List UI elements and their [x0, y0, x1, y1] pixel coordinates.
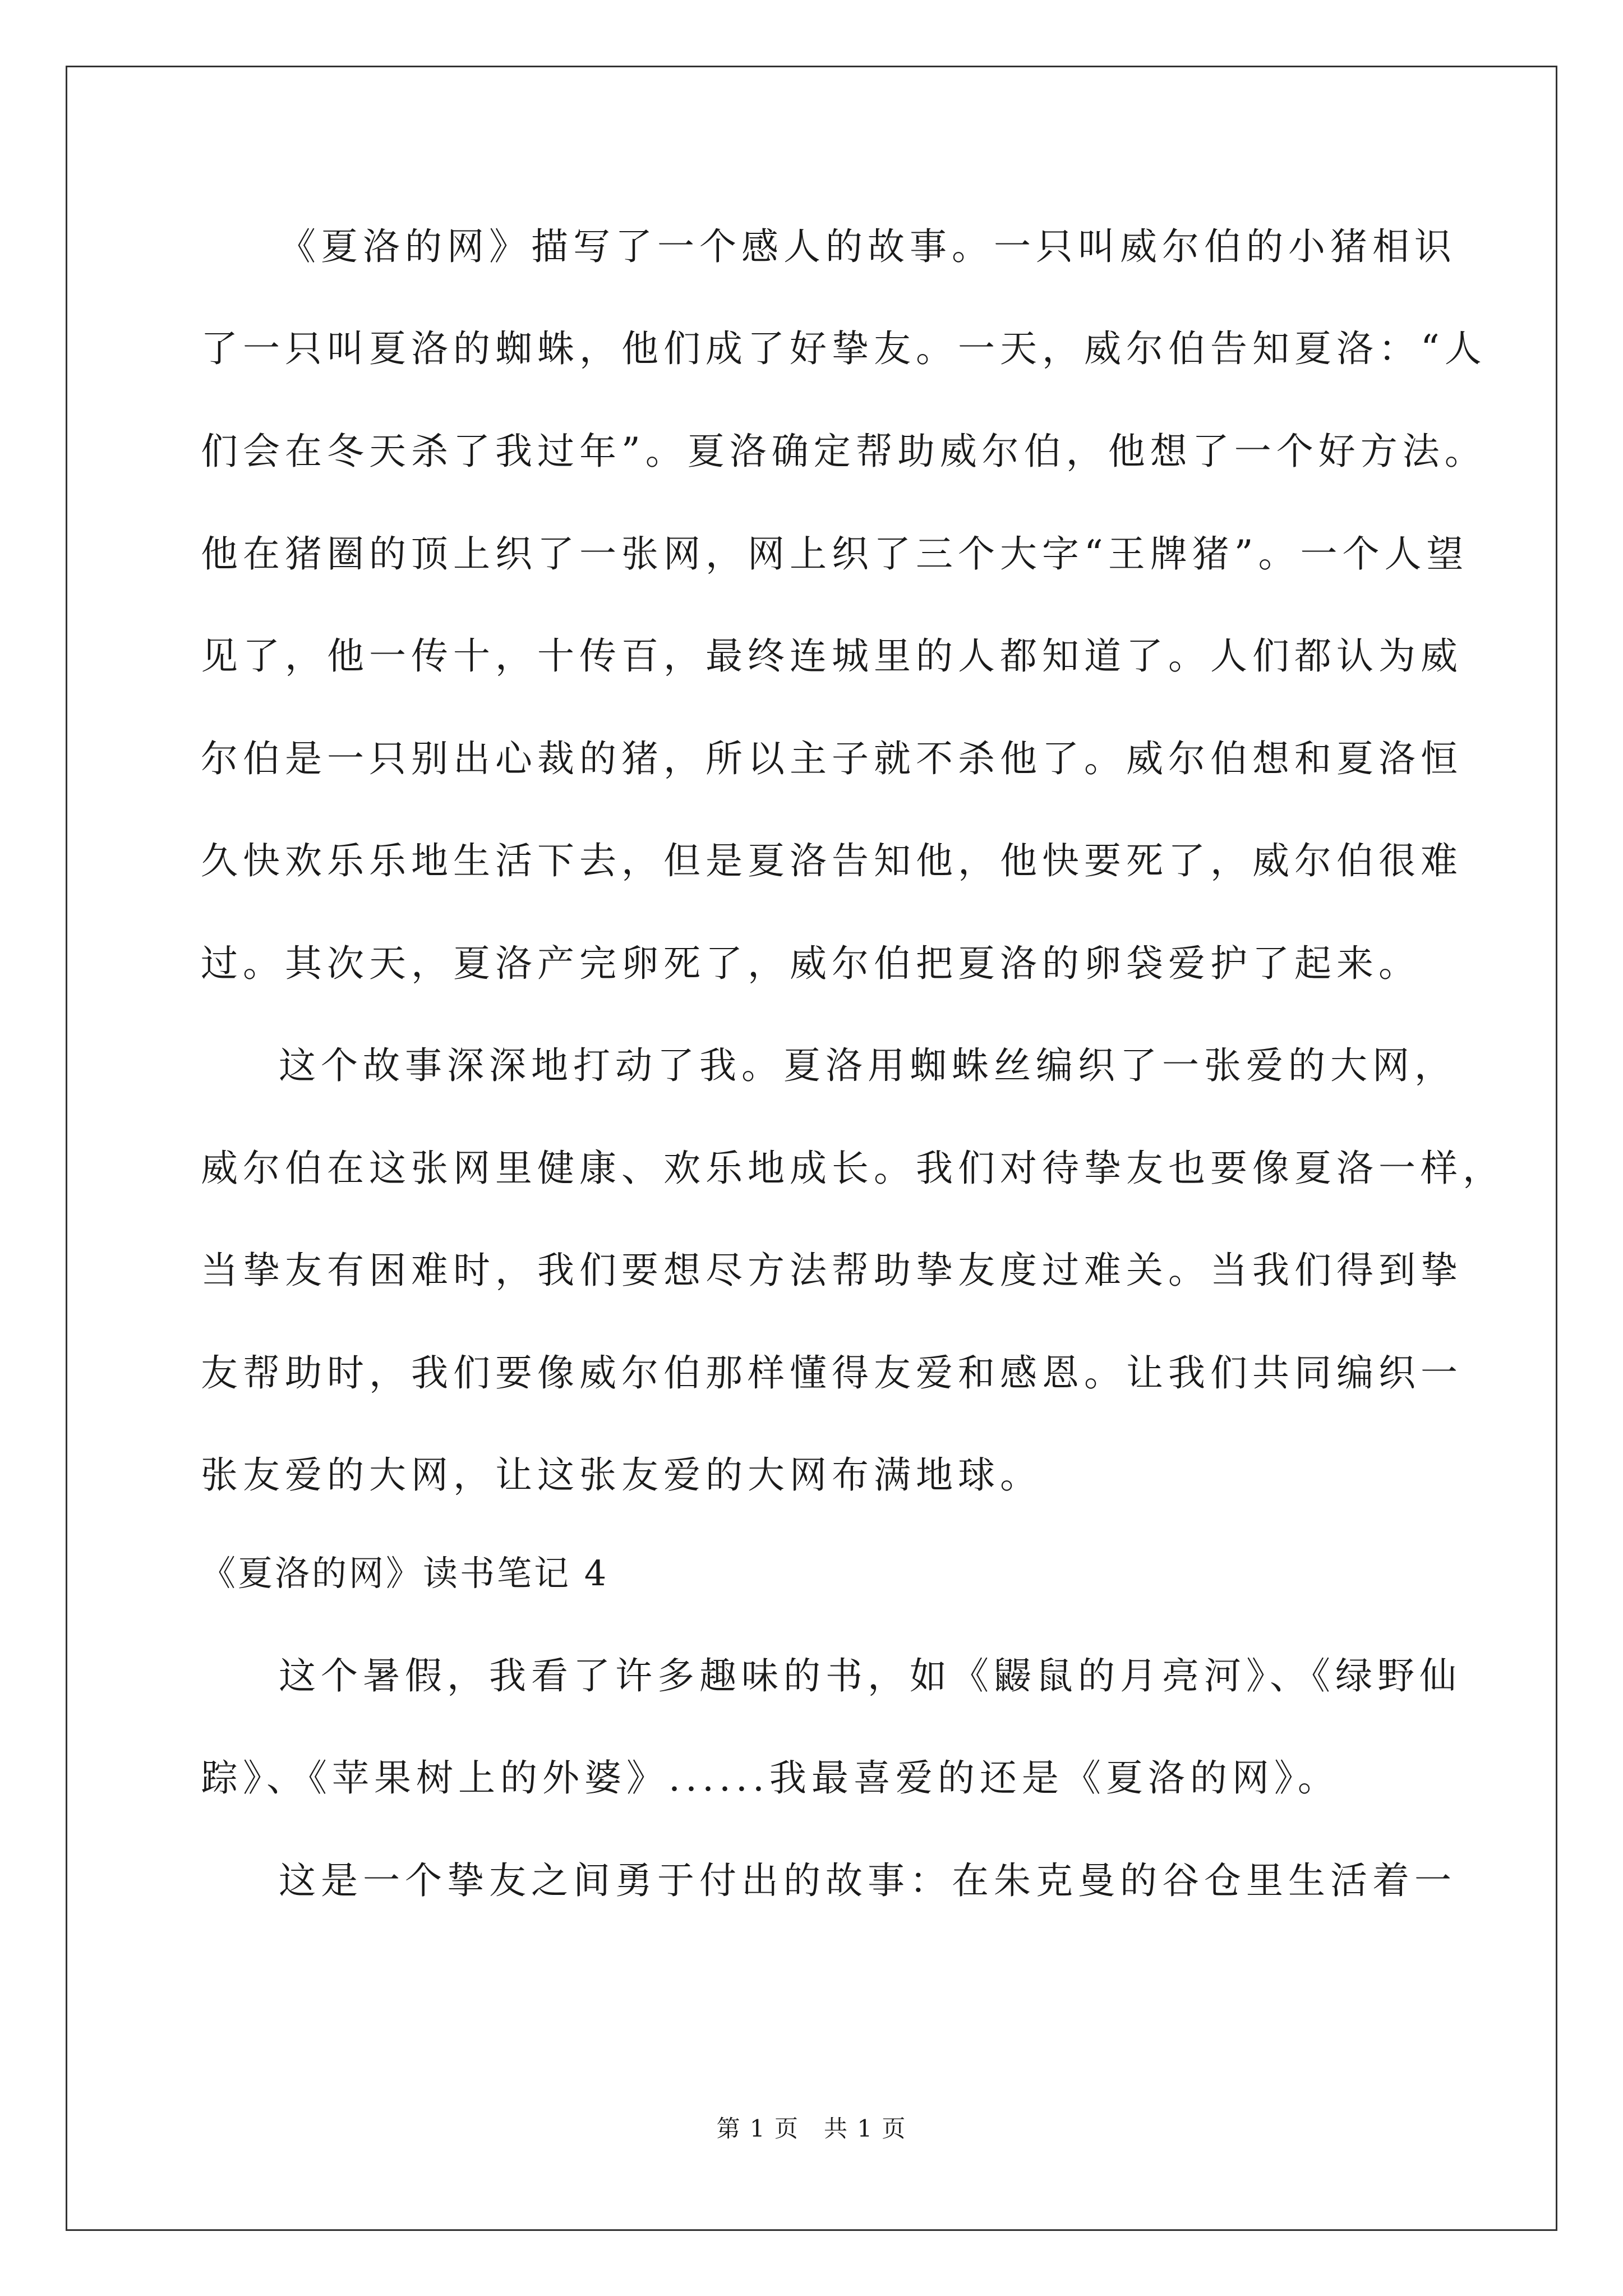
body-line: 见了，他一传十，十传百，最终连城里的人都知道了。人们都认为威 — [201, 634, 1463, 678]
body-line: 踪》、《苹果树上的外婆》......我最喜爱的还是《夏洛的网》。 — [201, 1756, 1340, 1800]
body-line: 当挚友有困难时，我们要想尽方法帮助挚友度过难关。当我们得到挚 — [201, 1249, 1463, 1292]
body-line: 这个暑假，我看了许多趣味的书，如《鼹鼠的月亮河》、《绿野仙 — [279, 1654, 1461, 1697]
page-number: 第 1 页 共 1 页 — [716, 2115, 907, 2142]
body-line: 他在猪圈的顶上织了一张网，网上织了三个大字“王牌猪”。一个人望 — [201, 532, 1469, 576]
body-line: 《夏洛的网》描写了一个感人的故事。一只叫威尔伯的小猪相识 — [279, 225, 1456, 268]
body-line: 了一只叫夏洛的蜘蛛，他们成了好挚友。一天，威尔伯告知夏洛：“人 — [201, 327, 1487, 370]
body-line: 这是一个挚友之间勇于付出的故事：在朱克曼的谷仓里生活着一 — [279, 1859, 1456, 1902]
body-line: 友帮助时，我们要像威尔伯那样懂得友爱和感恩。让我们共同编织一 — [201, 1351, 1463, 1395]
body-line: 久快欢乐乐地生活下去，但是夏洛告知他，他快要死了，威尔伯很难 — [201, 839, 1463, 882]
section-heading: 《夏洛的网》读书笔记 4 — [201, 1553, 609, 1594]
body-line: 过。其次天，夏洛产完卵死了，威尔伯把夏洛的卵袋爱护了起来。 — [201, 942, 1421, 985]
body-line: 尔伯是一只别出心裁的猪，所以主子就不杀他了。威尔伯想和夏洛恒 — [201, 737, 1463, 780]
body-line: 们会在冬天杀了我过年”。夏洛确定帮助威尔伯，他想了一个好方法。 — [201, 430, 1487, 473]
body-line: 这个故事深深地打动了我。夏洛用蜘蛛丝编织了一张爱的大网， — [279, 1044, 1456, 1087]
body-line: 威尔伯在这张网里健康、欢乐地成长。我们对待挚友也要像夏洛一样， — [201, 1147, 1505, 1190]
body-line: 张友爱的大网，让这张友爱的大网布满地球。 — [201, 1453, 1042, 1497]
